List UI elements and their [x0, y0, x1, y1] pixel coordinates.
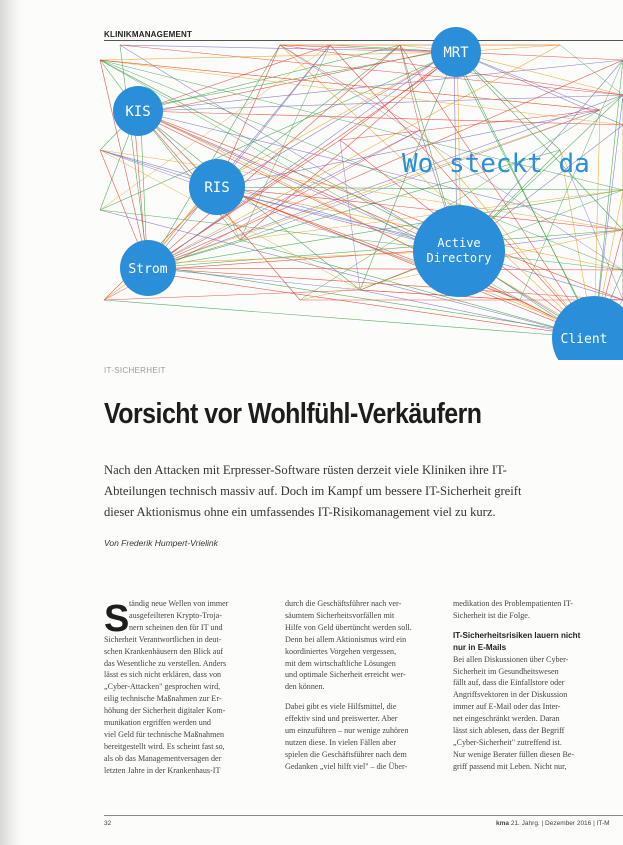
node-mrt — [431, 27, 481, 77]
node-label-ad-line1: Active — [437, 236, 481, 250]
network-edge — [138, 95, 623, 111]
body-line: säumtem Sicherheitsvorfällen mit — [285, 610, 395, 620]
node-label-client: Client — [560, 332, 608, 347]
network-edge — [560, 45, 623, 95]
network-edge — [138, 111, 623, 125]
body-line: das Wesentliche zu verstellen. Anders — [104, 658, 227, 668]
network-edge — [120, 45, 623, 95]
body-line: viel Geld für technische Maßnahmen — [104, 729, 225, 739]
body-line: effektiv sind und preiswerter. Aber — [285, 714, 398, 724]
body-line: eilig technische Maßnahmen zur Er- — [104, 694, 222, 704]
lead-line: dieser Aktionismus ohne ein umfassendes IT-Risikomanagement viel zu kurz. — [104, 505, 496, 519]
page-number: 32 — [104, 820, 112, 827]
node-label-mrt: MRT — [443, 45, 469, 61]
body-line: höhung der Sicherheit digitaler Kom- — [104, 706, 226, 716]
body-line: Hilfe von Geld übertüncht werden soll. — [285, 622, 412, 632]
network-edge — [148, 272, 590, 336]
body-line: munikation ergriffen werden und — [104, 718, 211, 728]
body-line: Gedanken „viel hilft viel" – die Über- — [285, 761, 408, 771]
network-edges — [100, 45, 623, 341]
body-line: den können. — [285, 682, 325, 692]
article-byline: Von Frederik Humpert-Vrielink — [104, 538, 218, 548]
body-line: schen Krankenhäusern den Blick auf — [104, 646, 224, 656]
node-client — [552, 296, 623, 360]
article-title: Vorsicht vor Wohlfühl-Verkäufern — [104, 398, 482, 430]
body-line: medikation des Problempatienten IT- — [453, 599, 573, 608]
body-line: letzten Jahre in der Krankenhaus-IT — [104, 765, 221, 775]
section-label: KLINIKMANAGEMENT — [104, 30, 193, 39]
body-line: als ob das Managementversagen der — [104, 753, 222, 763]
node-kis — [113, 86, 163, 136]
body-line: Sicherheit Verantwortlichen in deut- — [104, 634, 222, 644]
lead-line: Nach den Attacken mit Erpresser-Software rüsten derzeit viele Kliniken ihre IT- — [104, 463, 507, 477]
text-column-2 — [285, 598, 441, 773]
body-line: bereitgestellt wird. Es scheint fast so, — [104, 741, 225, 751]
footer-issue-text: 21. Jahrg. | Dezember 2016 | IT-M — [510, 820, 610, 827]
network-edge — [148, 268, 360, 290]
body-line: um einzuführen – nur wenige zuhören — [285, 726, 409, 736]
body-line: net eingeschränkt werden. Daran — [453, 714, 560, 724]
footer-rule — [104, 815, 623, 816]
footer-brand: kma — [496, 820, 510, 827]
body-line: Dabei gibt es viele Hilfsmittel, die — [285, 702, 397, 712]
network-edge — [452, 54, 598, 339]
text-column-1 — [104, 598, 260, 777]
node-active-directory — [413, 205, 505, 297]
text-column-3 — [453, 598, 609, 773]
body-line: „Cyber-Sicherheit" zutreffend ist. — [453, 737, 562, 747]
node-ris — [189, 159, 245, 215]
body-line: koordiniertes Vorgehen vergessen, — [285, 646, 397, 656]
network-edge — [148, 230, 623, 268]
node-label-kis: KIS — [125, 104, 151, 120]
node-label-strom: Strom — [128, 262, 168, 277]
node-strom — [120, 240, 176, 296]
body-line: Denn bei allem Aktionismus wird ein — [285, 634, 407, 644]
network-edge — [138, 60, 623, 111]
article-kicker: IT-SICHERHEIT — [104, 366, 166, 375]
body-line: tändig neue Wellen von immer — [129, 599, 229, 608]
network-graphic — [0, 0, 623, 360]
body-line: „Cyber-Attacken" gesprochen wird, — [104, 682, 221, 692]
body-line: spielen die Geschäftsführer nach dem — [285, 749, 407, 759]
body-line: Nur wenige Berater füllen diesen Be- — [453, 749, 575, 759]
body-line: Angriffsvektoren in der Diskussion — [453, 690, 568, 700]
network-edge — [148, 268, 623, 270]
footer-issue — [496, 820, 610, 827]
subheading: nur in E-Mails — [453, 642, 507, 652]
drop-cap: S — [104, 598, 130, 640]
body-line: fällt auf, dass die Einfallstore oder — [453, 678, 565, 688]
node-label-ris: RIS — [204, 180, 230, 196]
body-line: lässt es sich nicht erklären, dass von — [104, 670, 222, 680]
article-lead — [104, 460, 574, 523]
lead-line: Abteilungen technisch massiv auf. Doch im Kampf um bessere IT-Sicherheit greift — [104, 484, 522, 498]
body-line: griff passend mit Leben. Nicht nur, — [453, 761, 567, 771]
body-line: ausgefeilteren Krypto-Troja- — [129, 610, 222, 620]
body-line: nern scheinen den für IT und — [129, 622, 223, 632]
body-line: Sicherheit ist die Folge. — [453, 610, 530, 620]
body-line: Bei allen Diskussionen über Cyber- — [453, 654, 569, 664]
network-edge — [216, 185, 599, 339]
body-line: immer auf E-Mail oder das Inter- — [453, 702, 561, 712]
network-edge — [340, 110, 600, 140]
body-line: lässt sich ablesen, dass der Begriff — [453, 726, 565, 736]
subheading: IT-Sicherheitsrisiken lauern nicht — [453, 630, 581, 640]
network-edge — [400, 45, 594, 338]
network-edge — [340, 140, 360, 290]
body-line: Sicherheit im Gesundheitswesen — [453, 666, 559, 676]
network-edge — [144, 264, 592, 334]
body-line: nutzen diese. In vielen Fällen aber — [285, 737, 397, 747]
body-line: durch die Geschäftsführer nach ver- — [285, 599, 402, 608]
network-edge — [400, 45, 420, 130]
body-line: mit dem wirtschaftliche Lösungen — [285, 658, 396, 668]
node-label-ad-line2: Directory — [426, 251, 492, 265]
graphic-headline: Wo steckt da — [402, 149, 590, 179]
body-line: und optimale Sicherheit erreicht wer- — [285, 670, 406, 680]
